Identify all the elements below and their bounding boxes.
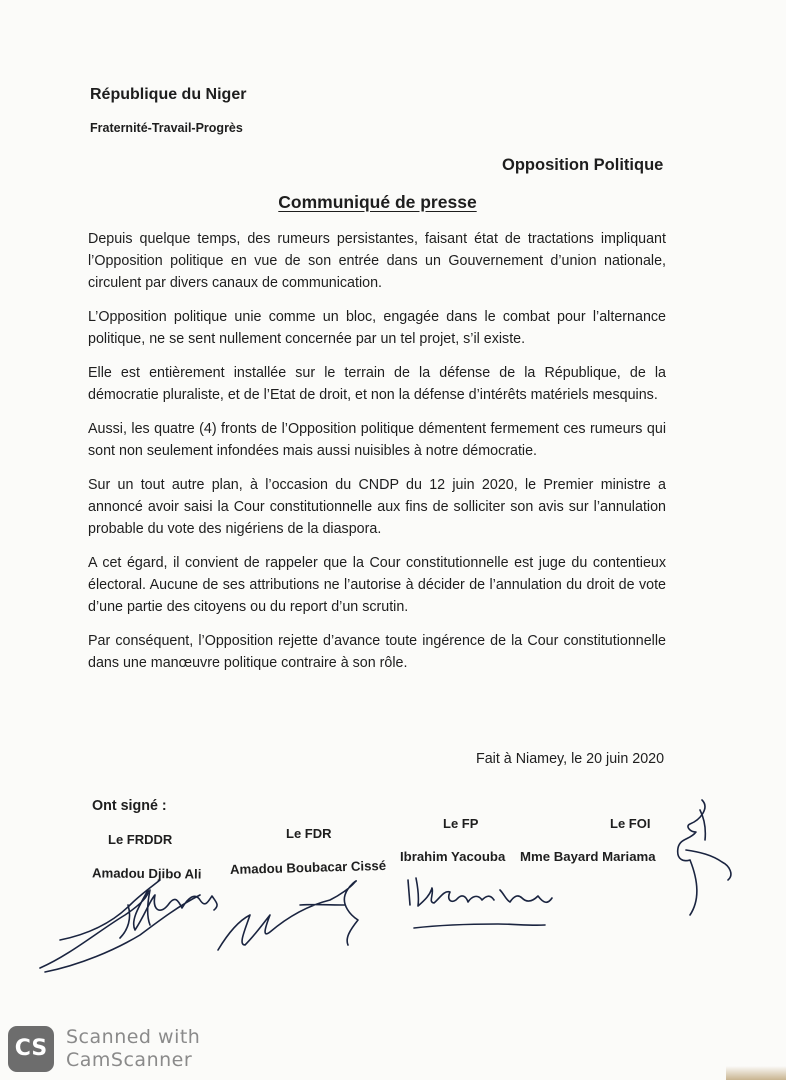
signatory-name-fp: Ibrahim Yacouba xyxy=(400,849,506,864)
signature-fp-underline xyxy=(414,924,545,928)
watermark-line-2: CamScanner xyxy=(66,1049,193,1071)
paragraph: Sur un tout autre plan, à l’occasion du CNDP du 12 juin 2020, le Premier ministre a annoncé avoir saisi la Cour constitutionnelle aux fins de solliciter son avis sur l’annulation probable du vote des nigériens de la diaspora. xyxy=(88,477,666,537)
signatory-name-fdr: Amadou Boubacar Cissé xyxy=(229,857,387,878)
signed-label: Ont signé : xyxy=(92,798,167,814)
country-heading: République du Niger xyxy=(90,86,247,103)
paragraph: Aussi, les quatre (4) fronts de l’Opposition politique démentent fermement ces rumeurs qui sont non seulement infondées mais aussi nuisibles à notre démocratie. xyxy=(88,421,666,459)
national-motto: Fraternité-Travail-Progrès xyxy=(90,121,243,135)
signature-frddr xyxy=(40,880,217,972)
paragraph: Par conséquent, l’Opposition rejette d’avance toute ingérence de la Cour constitutionnelle dans une manœuvre politique contraire à son rôle. xyxy=(88,633,666,671)
date-location-line: Fait à Niamey, le 20 juin 2020 xyxy=(476,751,665,767)
organization-heading: Opposition Politique xyxy=(502,156,664,174)
communique-body xyxy=(88,228,666,686)
document-title: Communiqué de presse xyxy=(278,192,477,212)
signatory-front-fdr: Le FDR xyxy=(286,826,332,841)
signatory-name-foi: Mme Bayard Mariama xyxy=(520,849,656,864)
paragraph: Depuis quelque temps, des rumeurs persistantes, faisant état de tractations impliquant l’Opposition politique en vue de son entrée dans un Gouvernement d’union nationale, circulent par divers canaux de communication. xyxy=(88,231,666,291)
signatory-front-frddr: Le FRDDR xyxy=(108,832,173,847)
signature-frddr-stroke xyxy=(120,890,150,938)
signatory-front-foi: Le FOI xyxy=(610,816,651,831)
signature-fp xyxy=(408,878,552,906)
signatory-front-fp: Le FP xyxy=(443,816,479,831)
paragraph: Elle est entièrement installée sur le terrain de la défense de la République, de la démocratie pluraliste, et de l’Etat de droit, et non la défense d’intérêts matériels mesquins. xyxy=(88,365,666,403)
watermark-text xyxy=(66,1026,200,1072)
watermark-line-1: Scanned with xyxy=(66,1026,201,1048)
camscanner-watermark xyxy=(8,1024,208,1074)
camscanner-logo: CS xyxy=(8,1026,54,1072)
signature-fdr xyxy=(218,881,358,950)
page-shadow xyxy=(726,1066,786,1080)
signature-foi xyxy=(678,800,731,915)
paragraph: L’Opposition politique unie comme un bloc, engagée dans le combat pour l’alternance politique, ne se sent nullement concernée par un tel projet, s’il existe. xyxy=(88,309,666,347)
signatory-name-frddr: Amadou Djibo Ali xyxy=(91,865,202,882)
paragraph: A cet égard, il convient de rappeler que la Cour constitutionnelle est juge du contentieux électoral. Aucune de ses attributions ne l’autorise à décider de l’annulation du droit de vote d’une partie des citoyens ou du report d’un scrutin. xyxy=(88,555,666,615)
